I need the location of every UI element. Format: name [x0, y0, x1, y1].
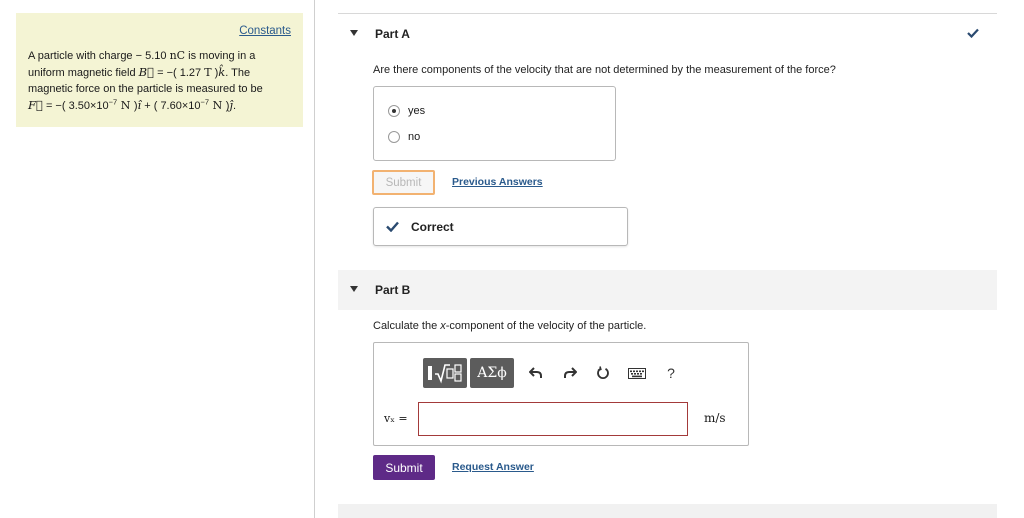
previous-answers-link[interactable]: Previous Answers [452, 176, 543, 188]
collapse-triangle-icon[interactable] [350, 286, 358, 292]
part-b-question: Calculate the x-component of the velocity of the particle. [373, 320, 647, 332]
part-a-submit-button[interactable]: Submit [372, 170, 435, 195]
force-y-direction: ĵ [229, 98, 233, 112]
problem-text-part: is moving in a [185, 50, 256, 62]
undo-icon[interactable] [526, 363, 546, 383]
choice-yes[interactable] [388, 105, 425, 117]
force-x-unit: N [117, 99, 134, 112]
correct-check-icon [386, 221, 399, 232]
problem-panel [16, 13, 303, 127]
units-label: m/s [704, 411, 726, 425]
problem-line-1 [28, 48, 291, 64]
reset-icon[interactable] [593, 363, 613, 383]
problem-line-3: magnetic force on the particle is measured to be [28, 83, 263, 95]
part-a-title: Part A [375, 27, 410, 41]
feedback-label: Correct [411, 220, 454, 234]
part-a-header[interactable] [338, 14, 997, 54]
field-unit: T [204, 66, 212, 79]
field-paren: ) [211, 67, 219, 79]
choice-yes-label: yes [408, 105, 426, 117]
force-y-unit: N [209, 99, 226, 112]
x-italic: x [440, 320, 446, 332]
force-x-value: = −( 3.50×10 [42, 100, 109, 112]
choice-no-label: no [408, 131, 421, 143]
keyboard-icon[interactable] [627, 363, 647, 383]
next-part-header [338, 504, 997, 518]
symbols-button[interactable]: ΑΣϕ [470, 358, 514, 388]
field-direction: k̂ [218, 65, 226, 79]
problem-text-part: uniform magnetic field [28, 67, 139, 79]
collapse-triangle-icon[interactable] [350, 30, 358, 36]
problem-statement [28, 48, 291, 114]
charge-unit: nC [169, 49, 186, 62]
charge-value: − 5.10 [135, 50, 167, 62]
field-value: = −( 1.27 [154, 67, 205, 79]
part-complete-check-icon [967, 28, 979, 38]
column-divider [314, 0, 315, 518]
field-symbol: B⃗ [138, 65, 155, 79]
part-a-choices [373, 86, 616, 161]
part-a-question: Are there components of the velocity that are not determined by the measurement of the force? [373, 64, 836, 76]
help-button[interactable]: ? [667, 365, 675, 381]
force-paren: ) [225, 100, 230, 112]
force-paren: ) [133, 100, 138, 112]
force-x-exponent: −7 [108, 97, 118, 107]
problem-text-part: . [232, 100, 237, 112]
problem-line-4 [28, 97, 291, 114]
force-symbol: F⃗ [28, 98, 43, 112]
radio-no[interactable] [388, 131, 400, 143]
part-b-title: Part B [375, 283, 411, 297]
force-x-direction: î [137, 98, 142, 112]
problem-line-2 [28, 64, 291, 81]
variable-label: vₓ = [384, 412, 408, 425]
problem-text-part: . The [225, 67, 251, 79]
feedback-correct [373, 207, 628, 246]
choice-no[interactable] [388, 131, 420, 143]
redo-icon[interactable] [560, 363, 580, 383]
templates-button[interactable] [423, 358, 467, 388]
radio-yes[interactable] [388, 105, 400, 117]
force-y-exponent: −7 [200, 97, 210, 107]
part-b-submit-button[interactable]: Submit [373, 455, 435, 480]
constants-link[interactable]: Constants [239, 25, 291, 37]
part-b-header[interactable] [338, 270, 997, 310]
request-answer-link[interactable]: Request Answer [452, 461, 534, 473]
answer-input[interactable] [418, 402, 688, 436]
force-y-value: + ( 7.60×10 [141, 100, 201, 112]
problem-text-part: A particle with charge [28, 50, 136, 62]
fraction-sqrt-icon [426, 362, 464, 384]
